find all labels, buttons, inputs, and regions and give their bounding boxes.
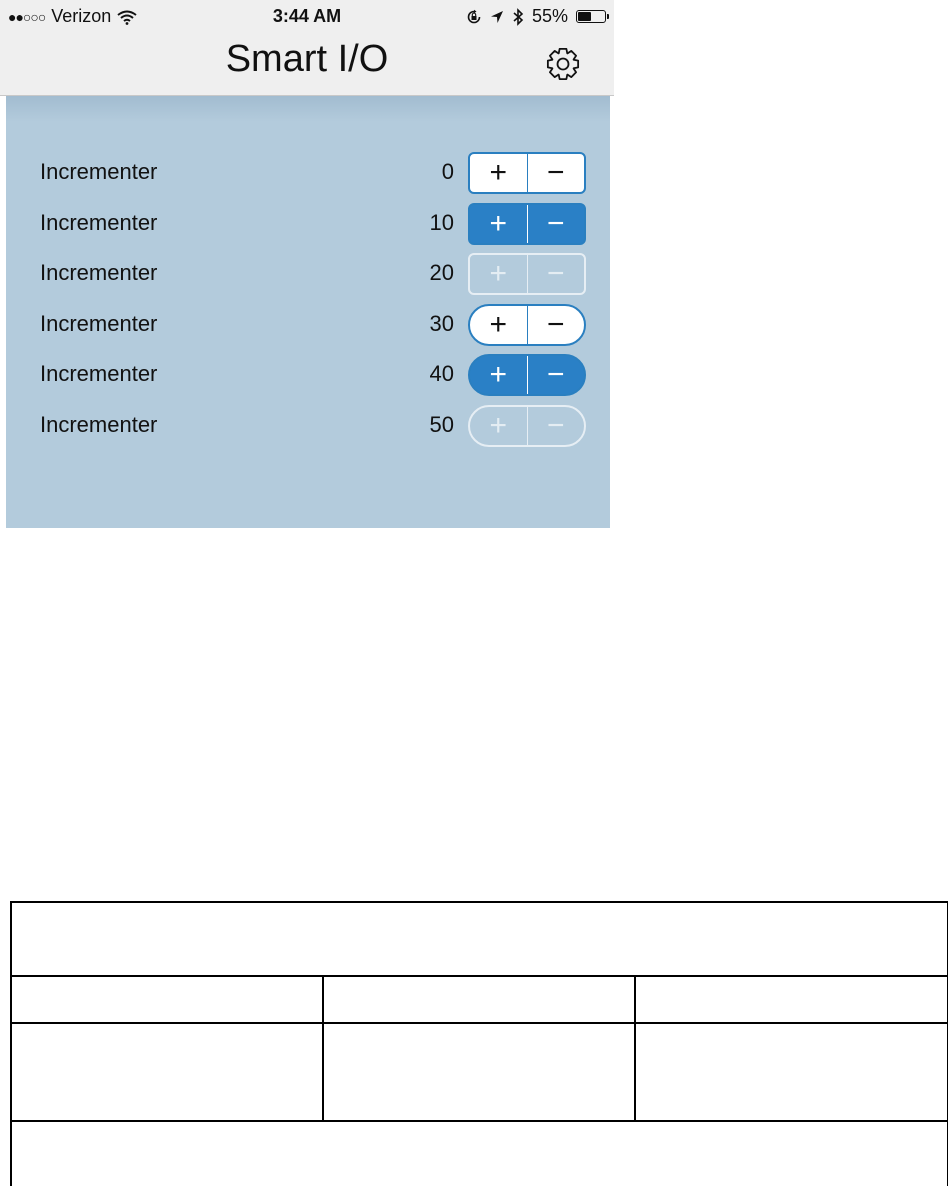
status-bar: [0, 0, 614, 34]
battery-icon: [576, 10, 606, 23]
increment-button[interactable]: +: [489, 358, 508, 392]
incrementer-value: 0: [441, 159, 454, 184]
decrement-button: −: [527, 407, 585, 445]
carrier-name: Verizon: [51, 6, 112, 26]
incrementer-row: [6, 202, 610, 246]
incrementer-row: [6, 353, 610, 397]
navigation-bar: [0, 34, 614, 96]
incrementer-row: [6, 252, 610, 296]
decrement-button: −: [527, 255, 585, 293]
incrementer-label: Incrementer: [40, 159, 158, 184]
incrementer-value: 50: [429, 412, 454, 437]
incrementer-value: 10: [429, 209, 454, 235]
incrementer-label: Incrementer: [40, 209, 158, 235]
phone-screen: [0, 0, 614, 528]
incrementer-label: Incrementer: [40, 310, 158, 336]
incrementer-row: [6, 303, 610, 347]
incrementer-value: 40: [429, 361, 454, 387]
table-cell: [11, 976, 323, 1023]
table-cell: [11, 1121, 948, 1186]
decrement-button[interactable]: −: [527, 306, 585, 344]
incrementer-stepper: [468, 304, 586, 346]
table-row: [11, 1023, 948, 1121]
incrementer-value: 30: [429, 310, 454, 336]
increment-button: +: [489, 409, 508, 442]
table-cell: [323, 1023, 635, 1121]
bluetooth-icon: [512, 8, 524, 26]
incrementer-label: Incrementer: [40, 361, 158, 387]
table-cell: [635, 1023, 948, 1121]
decrement-button[interactable]: −: [527, 154, 585, 192]
incrementer-value: 20: [429, 260, 454, 286]
orientation-lock-icon: [466, 9, 482, 25]
gear-icon[interactable]: [543, 44, 583, 84]
table-cell: [11, 902, 948, 976]
table-row: [11, 902, 948, 976]
incrementer-stepper: [468, 354, 586, 396]
signal-strength-indicator: ●●○○○: [8, 8, 46, 25]
decrement-button[interactable]: −: [527, 356, 585, 394]
incrementer-row: [6, 404, 610, 448]
blank-table: [10, 901, 948, 1186]
incrementer-label: Incrementer: [40, 412, 158, 437]
incrementer-list: [6, 96, 610, 528]
battery-level-fill: [578, 12, 591, 21]
table-cell: [11, 1023, 323, 1121]
incrementer-stepper: [468, 405, 586, 447]
increment-button[interactable]: +: [489, 156, 508, 189]
increment-button[interactable]: +: [489, 307, 508, 341]
status-time: 3:44 AM: [272, 6, 342, 26]
battery-percent: 55%: [531, 6, 568, 26]
status-bar-right: [466, 6, 606, 27]
decrement-button[interactable]: −: [527, 205, 585, 243]
incrementer-stepper: [468, 253, 586, 295]
incrementer-stepper: [468, 203, 586, 245]
increment-button: +: [489, 257, 508, 291]
table-cell: [323, 976, 635, 1023]
page-title: Smart I/O: [225, 38, 389, 80]
incrementer-row: [6, 151, 610, 195]
increment-button[interactable]: +: [489, 206, 508, 240]
table-row: [11, 976, 948, 1023]
incrementer-label: Incrementer: [40, 260, 158, 286]
table-cell: [635, 976, 948, 1023]
incrementer-stepper: [468, 152, 586, 194]
table-row: [11, 1121, 948, 1186]
location-arrow-icon: [490, 10, 504, 24]
